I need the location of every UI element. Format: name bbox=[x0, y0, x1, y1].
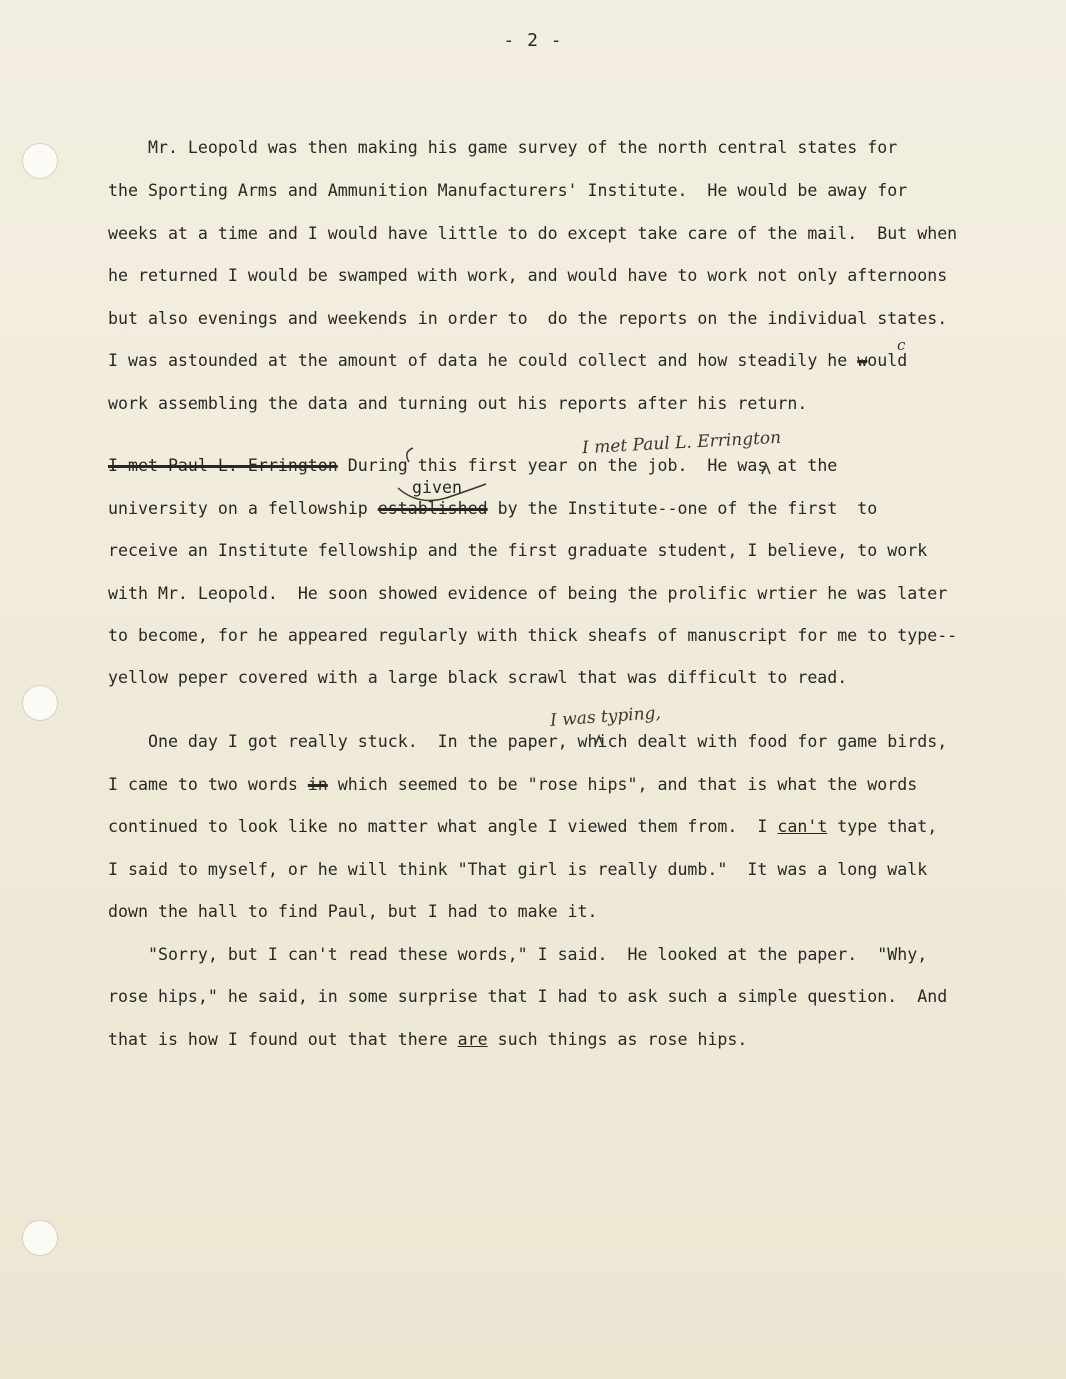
text-line: rose hips," he said, in some surprise that I had to ask such a simple question. And bbox=[108, 987, 948, 1006]
page-number: - 2 - bbox=[503, 30, 563, 51]
text-line: Mr. Leopold was then making his game survey of the north central states for bbox=[108, 138, 898, 157]
text-line: I was astounded at the amount of data he could collect and how steadily he would bbox=[108, 351, 908, 370]
text-line: with Mr. Leopold. He soon showed evidence of being the prolific wrtier he was later bbox=[108, 584, 948, 603]
struck-text: I met Paul L. Errington bbox=[108, 456, 338, 475]
text-line: work assembling the data and turning out his reports after his return. bbox=[108, 394, 808, 413]
text-line: he returned I would be swamped with work, and would have to work not only afternoons bbox=[108, 266, 948, 285]
text-line: continued to look like no matter what angle I viewed them from. I can't type that, bbox=[108, 817, 938, 836]
text-line: receive an Institute fellowship and the first graduate student, I believe, to work bbox=[108, 541, 928, 560]
struck-text: in bbox=[307, 775, 328, 794]
text-line: I said to myself, or he will think "That girl is really dumb." It was a long walk bbox=[108, 860, 928, 879]
text-line: down the hall to find Paul, but I had to make it. bbox=[108, 902, 598, 921]
underlined-text: can't bbox=[777, 817, 828, 836]
struck-text: established bbox=[377, 499, 488, 518]
text-line: but also evenings and weekends in order to do the reports on the individual states. bbox=[108, 309, 948, 328]
text-line: that is how I found out that there are such things as rose hips. bbox=[108, 1030, 748, 1049]
handwritten-insert: I met Paul L. Errington bbox=[581, 427, 782, 459]
typed-insert: given bbox=[412, 478, 462, 497]
text-line: weeks at a time and I would have little to do except take care of the mail. But when bbox=[108, 224, 958, 243]
struck-letter: w bbox=[857, 351, 868, 370]
text-line: I came to two words in which seemed to be "rose hips", and that is what the words bbox=[108, 775, 918, 794]
text-line: university on a fellowship established by the Institute--one of the first to bbox=[108, 499, 878, 518]
underlined-text: are bbox=[457, 1030, 488, 1049]
text-line: "Sorry, but I can't read these words," I said. He looked at the paper. "Why, bbox=[108, 945, 928, 964]
text-line: yellow peper covered with a large black scrawl that was difficult to read. bbox=[108, 668, 848, 687]
text-line: One day I got really stuck. In the paper, which dealt with food for game birds, bbox=[108, 732, 948, 751]
text-line: to become, for he appeared regularly with thick sheafs of manuscript for me to type-- bbox=[108, 626, 958, 645]
handwritten-insert: I was typing, bbox=[549, 703, 662, 731]
text-line: the Sporting Arms and Ammunition Manufacturers' Institute. He would be away for bbox=[108, 181, 908, 200]
text-line: I met Paul L. Errington During this first year on the job. He was at the bbox=[108, 456, 838, 475]
handwritten-insert: c bbox=[897, 336, 906, 354]
